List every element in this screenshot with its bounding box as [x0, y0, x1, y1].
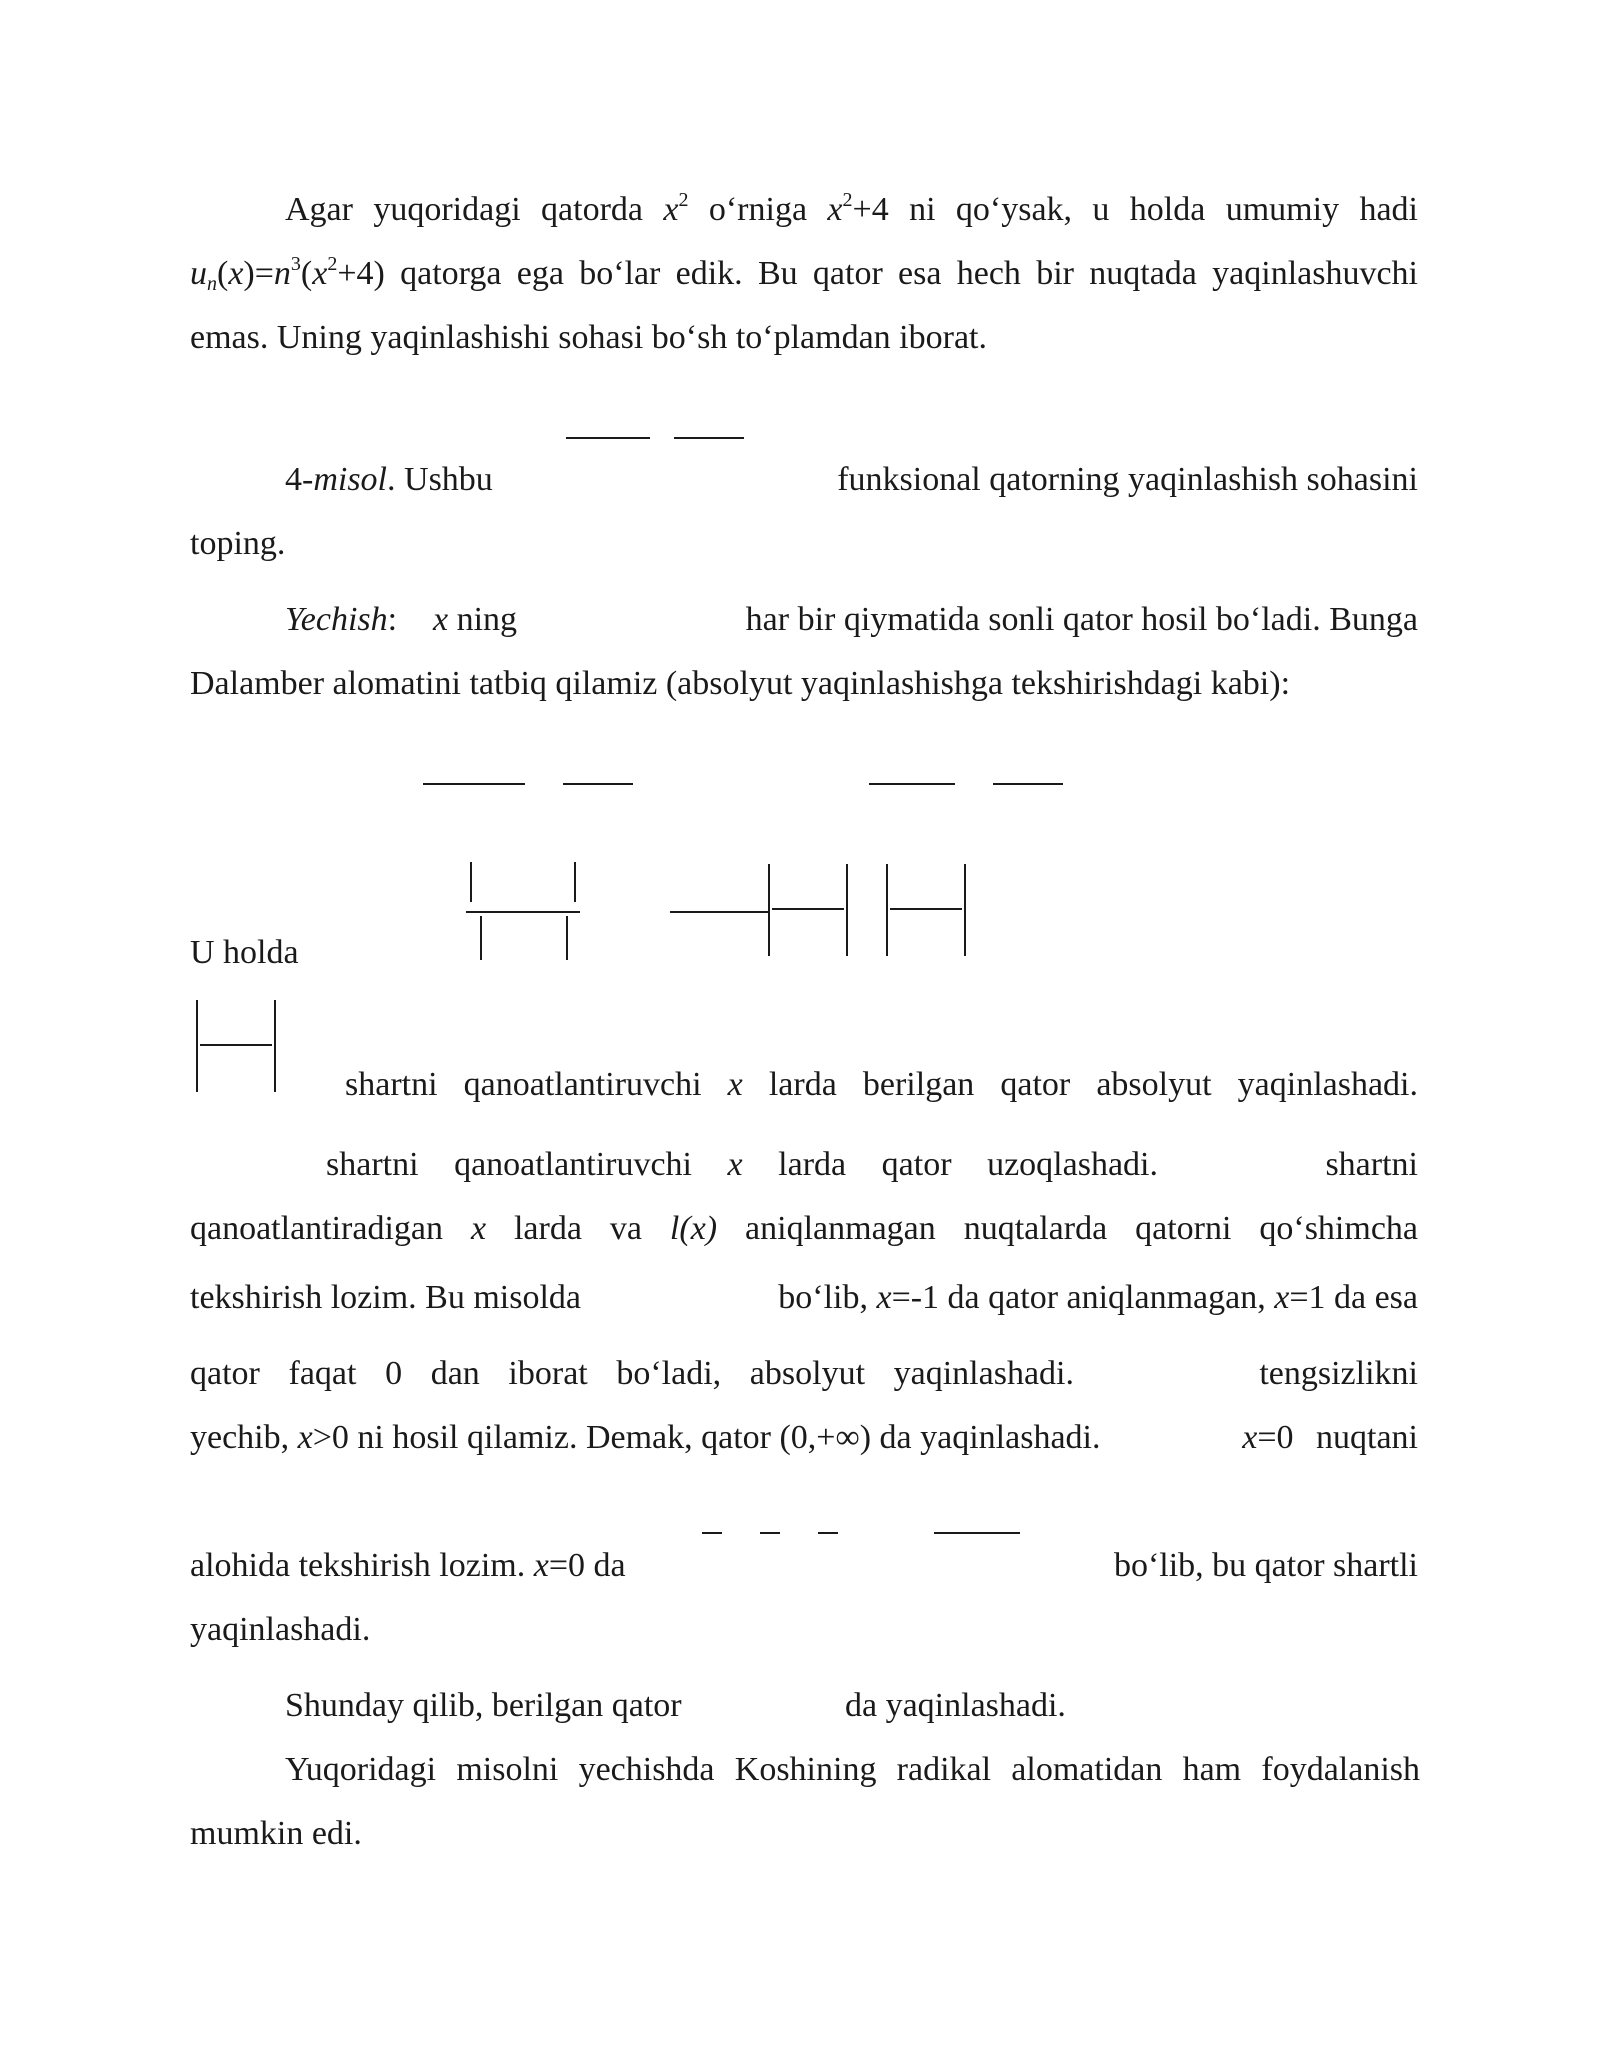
- solution-text: har bir qiymatida sonli qator hosil bo‘ladi. Bunga: [745, 601, 1418, 638]
- p1-line3: emas. Uning yaqinlashishi sohasi bo‘sh to‘plamdan iborat.: [190, 319, 987, 356]
- p1-line2: $u_n(x)=n^3(x^2+4)$ qatorga ega bo‘lar edik. Bu qator esa hech bir nuqtada yaqinlashuvchi: [190, 253, 1418, 295]
- conclusion-end: da yaqinlashadi.: [845, 1687, 1066, 1724]
- p1-line1: Agar yuqoridagi qatorda $x^2$ o‘rniga $x^2+4$ ni qo‘ysak, u holda umumiy hadi: [285, 189, 1418, 228]
- p4-line7: alohida tekshirish lozim. x=0 da: [190, 1547, 626, 1584]
- formula-fraction-bar: [934, 1532, 1020, 1534]
- solution-variable: x ning: [433, 601, 518, 638]
- p4-line8: yaqinlashadi.: [190, 1611, 371, 1648]
- p4-line4-end: bo‘lib, x=-1 da qator aniqlanmagan, x=1 da esa: [778, 1279, 1418, 1316]
- formula-fraction-bar: [772, 908, 844, 910]
- formula-fraction-bar: [760, 1532, 780, 1534]
- p4-line5: qator faqat 0 dan iborat bo‘ladi, absolyut yaqinlashadi.: [190, 1355, 1074, 1392]
- formula-fraction-bar: [702, 1532, 722, 1534]
- abs-bar: [470, 862, 472, 902]
- p6-line1: Yuqoridagi misolni yechishda Koshining radikal alomatidan ham foydalanish: [285, 1751, 1420, 1788]
- p4-line5-end: tengsizlikni: [1259, 1355, 1418, 1392]
- abs-bar: [846, 864, 848, 956]
- p6-line2: mumkin edi.: [190, 1815, 362, 1852]
- abs-bar: [574, 862, 576, 902]
- p4-line2: shartni qanoatlantiruvchi x larda qator uzoqlashadi.: [326, 1146, 1158, 1183]
- formula-fraction-bar: [890, 908, 962, 910]
- p4-line6-end: x=0 nuqtani: [1242, 1419, 1418, 1456]
- abs-bar: [886, 864, 888, 956]
- abs-bar: [274, 1000, 276, 1092]
- p4-line7-end: bo‘lib, bu qator shartli: [1113, 1547, 1418, 1584]
- p4-line3: qanoatlantiradigan x larda va l(x) aniqlanmagan nuqtalarda qatorni qo‘shimcha: [190, 1210, 1418, 1247]
- formula-fraction-bar: [466, 911, 580, 913]
- abs-bar: [566, 916, 568, 960]
- p4-line4-start: tekshirish lozim. Bu misolda: [190, 1279, 581, 1316]
- p4-line2-end: shartni: [1325, 1146, 1418, 1183]
- p4-line1: shartni qanoatlantiruvchi x larda berilgan qator absolyut yaqinlashadi.: [345, 1066, 1418, 1103]
- example-heading: 4-misol. Ushbu: [285, 461, 493, 498]
- solution-label: Yechish:: [285, 601, 398, 638]
- conclusion-start: Shunday qilib, berilgan qator: [285, 1687, 682, 1724]
- formula-fraction-bar: [423, 783, 525, 785]
- u-holda-label: U holda: [190, 934, 299, 971]
- abs-bar: [768, 864, 770, 956]
- formula-fraction-bar: [818, 1532, 838, 1534]
- formula-fraction-bar: [566, 437, 650, 439]
- abs-bar: [964, 864, 966, 956]
- abs-bar: [196, 1000, 198, 1092]
- p4-line6: yechib, x>0 ni hosil qilamiz. Demak, qator (0,+∞) da yaqinlashadi.: [190, 1419, 1101, 1456]
- formula-fraction-bar: [674, 437, 744, 439]
- abs-bar: [480, 916, 482, 960]
- formula-fraction-bar: [563, 783, 633, 785]
- example-text-line2: toping.: [190, 525, 286, 562]
- example-text: funksional qatorning yaqinlashish sohasini: [837, 461, 1418, 498]
- solution-text-line2: Dalamber alomatini tatbiq qilamiz (absolyut yaqinlashishga tekshirishdagi kabi):: [190, 665, 1291, 702]
- formula-fraction-bar: [993, 783, 1063, 785]
- formula-fraction-bar: [670, 911, 768, 913]
- formula-fraction-bar: [869, 783, 955, 785]
- formula-fraction-bar: [200, 1044, 272, 1046]
